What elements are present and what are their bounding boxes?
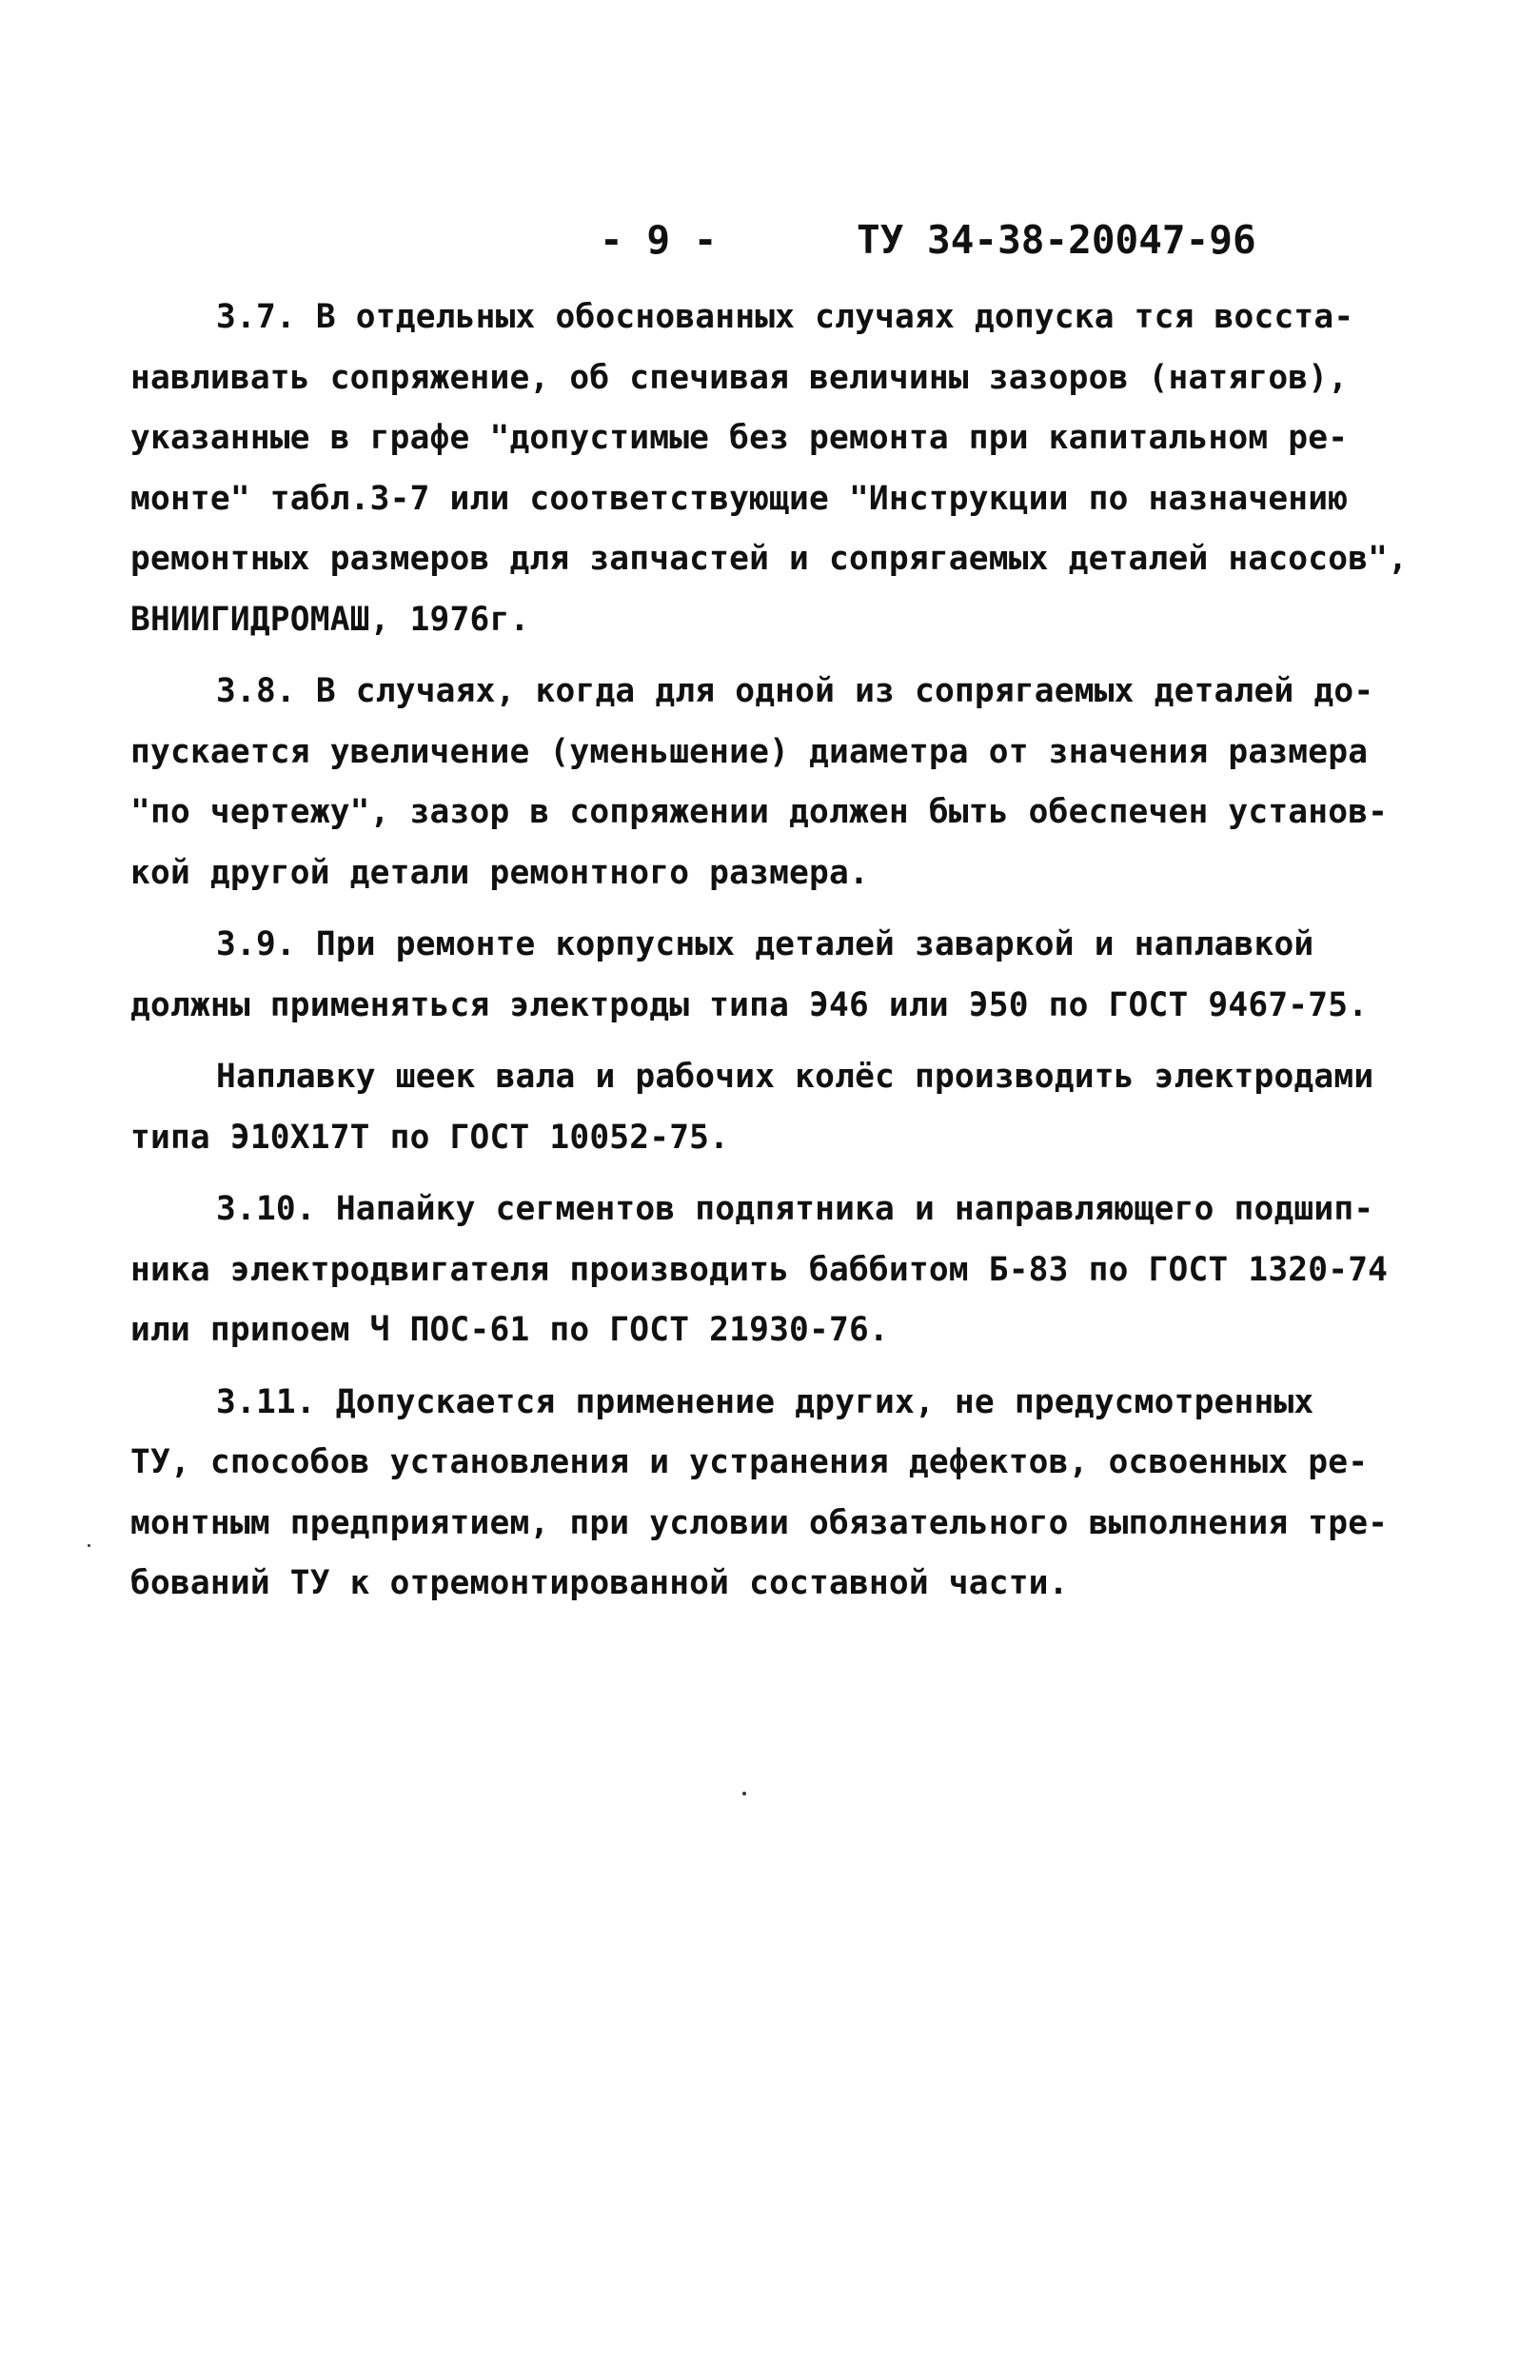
- paragraph-3-8-line: кой другой детали ремонтного размера.: [130, 853, 869, 892]
- paragraph-3-10-line: ника электродвигателя производить баббитом Б-83 по ГОСТ 1320-74: [130, 1250, 1389, 1289]
- paragraph-3-9-line: 3.9. При ремонте корпусных деталей заваркой и наплавкой: [216, 925, 1314, 963]
- paragraph-3-8-line: 3.8. В случаях, когда для одной из сопрягаемых деталей до-: [216, 672, 1374, 710]
- scan-speck: [742, 1792, 746, 1795]
- paragraph-3-9-line: типа Э10Х17Т по ГОСТ 10052-75.: [130, 1118, 730, 1157]
- paragraph-3-7-line: монте" табл.3-7 или соответствующие "Инструкции по назначению: [130, 479, 1349, 518]
- paragraph-3-7-line: 3.7. В отдельных обоснованных случаях допуска тся восста-: [216, 298, 1354, 336]
- paragraph-3-9-line: должны применяться электроды типа Э46 или Э50 по ГОСТ 9467-75.: [130, 985, 1369, 1024]
- paragraph-3-9-line: Наплавку шеек вала и рабочих колёс производить электродами: [216, 1058, 1374, 1096]
- paragraph-3-8-line: пускается увеличение (уменьшение) диаметра от значения размера: [130, 732, 1369, 771]
- paragraph-3-11-line: бований ТУ к отремонтированной составной части.: [130, 1564, 1069, 1602]
- page-number: - 9 -: [600, 217, 718, 263]
- paragraph-3-11-line: монтным предприятием, при условии обязательного выполнения тре-: [130, 1503, 1389, 1542]
- page-header: [0, 211, 1540, 268]
- paragraph-3-10-line: 3.10. Напайку сегментов подпятника и направляющего подшип-: [216, 1190, 1374, 1228]
- paragraph-3-10-line: или припоем Ч ПОС-61 по ГОСТ 21930-76.: [130, 1311, 889, 1349]
- paragraph-3-7-line: ремонтных размеров для запчастей и сопрягаемых деталей насосов",: [130, 540, 1409, 578]
- paragraph-3-7-line: навливать сопряжение, об спечивая величины зазоров (натягов),: [130, 358, 1349, 397]
- paragraph-3-11-line: ТУ, способов установления и устранения дефектов, освоенных ре-: [130, 1443, 1369, 1481]
- paragraph-3-7-line: ВНИИГИДРОМАШ, 1976г.: [130, 600, 530, 639]
- document-code: ТУ 34-38-20047-96: [857, 217, 1256, 263]
- paragraph-3-8-line: "по чертежу", зазор в сопряжении должен быть обеспечен установ-: [130, 793, 1389, 831]
- paragraph-3-11-line: 3.11. Допускается применение других, не предусмотренных: [216, 1382, 1314, 1421]
- paragraph-3-7-line: указанные в графе "допустимые без ремонта при капитальном ре-: [130, 419, 1349, 457]
- document-body: [130, 288, 1411, 1615]
- scan-speck: [88, 1544, 90, 1547]
